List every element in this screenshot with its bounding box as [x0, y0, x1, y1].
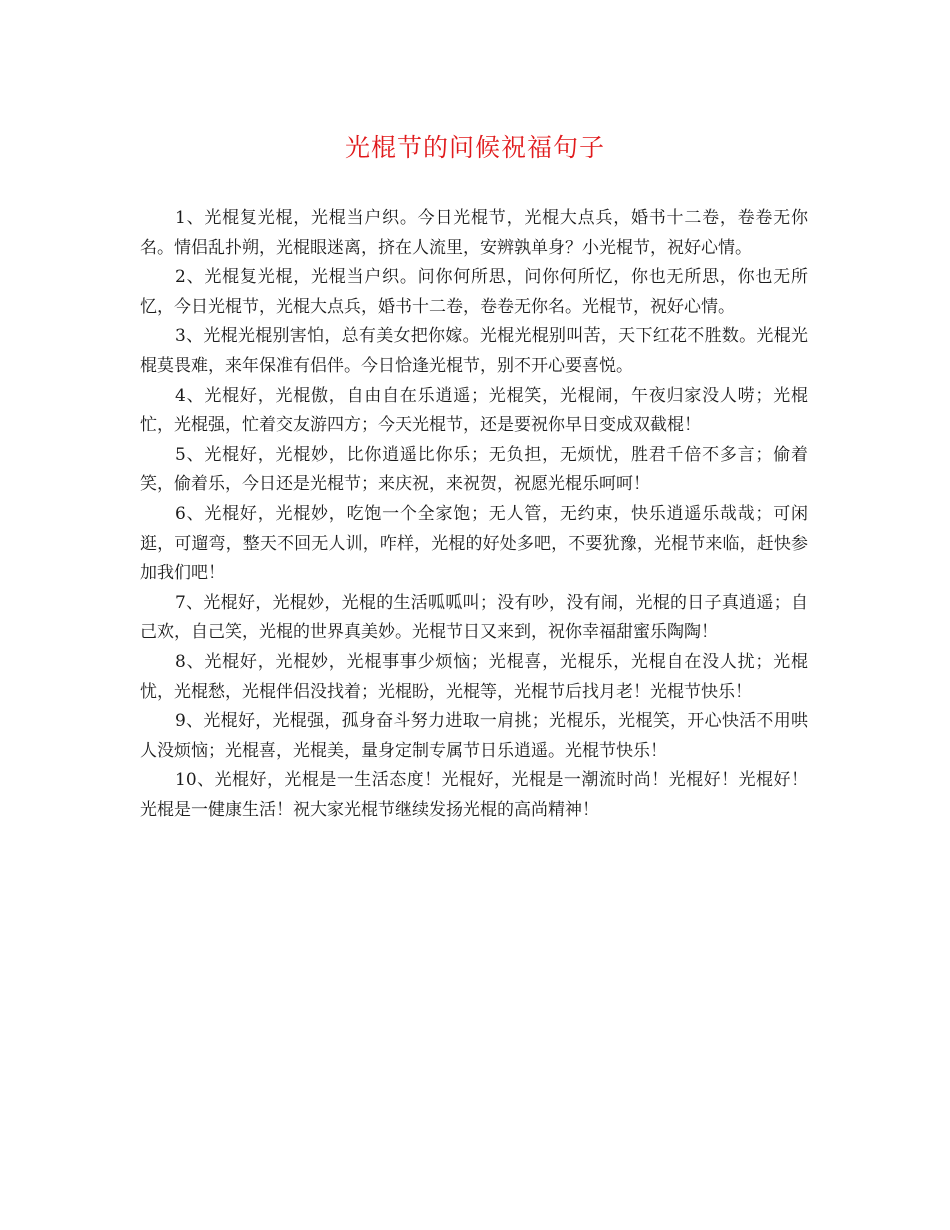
document-body	[140, 204, 808, 825]
paragraph-2: 2、光棍复光棍，光棍当户织。问你何所思，问你何所忆，你也无所思，你也无所忆，今日光棍节，光棍大点兵，婚书十二卷，卷卷无你名。光棍节，祝好心情。	[140, 267, 808, 317]
paragraph-10: 10、光棍好，光棍是一生活态度！光棍好，光棍是一潮流时尚！光棍好！光棍好！光棍是一健康生活！祝大家光棍节继续发扬光棍的高尚精神！	[140, 770, 808, 820]
paragraph-6: 6、光棍好，光棍妙，吃饱一个全家饱；无人管，无约束，快乐逍遥乐哉哉；可闲逛，可遛弯，整天不回无人训，咋样，光棍的好处多吧，不要犹豫，光棍节来临，赶快参加我们吧！	[140, 503, 808, 584]
paragraph-3: 3、光棍光棍别害怕，总有美女把你嫁。光棍光棍别叫苦，天下红花不胜数。光棍光棍莫畏难，来年保准有侣伴。今日恰逢光棍节，别不开心要喜悦。	[140, 326, 808, 376]
paragraph-4: 4、光棍好，光棍傲，自由自在乐逍遥；光棍笑，光棍闹，午夜归家没人唠；光棍忙，光棍强，忙着交友游四方；今天光棍节，还是要祝你早日变成双截棍！	[140, 385, 808, 436]
paragraph-5: 5、光棍好，光棍妙，比你逍遥比你乐；无负担，无烦忧，胜君千倍不多言；偷着笑，偷着乐，今日还是光棍节；来庆祝，来祝贺，祝愿光棍乐呵呵！	[140, 444, 808, 495]
page-title: 光棍节的问候祝福句子	[344, 133, 605, 162]
paragraph-9: 9、光棍好，光棍强，孤身奋斗努力进取一肩挑；光棍乐，光棍笑，开心快活不用哄人没烦恼；光棍喜，光棍美，量身定制专属节日乐逍遥。光棍节快乐！	[140, 711, 808, 761]
paragraph-1: 1、光棍复光棍，光棍当户织。今日光棍节，光棍大点兵，婚书十二卷，卷卷无你名。情侣乱扑朔，光棍眼迷离，挤在人流里，安辨孰单身？小光棍节，祝好心情。	[140, 208, 808, 258]
paragraph-7: 7、光棍好，光棍妙，光棍的生活呱呱叫；没有吵，没有闹，光棍的日子真逍遥；自己欢，自己笑，光棍的世界真美妙。光棍节日又来到，祝你幸福甜蜜乐陶陶！	[140, 592, 808, 643]
paragraph-8: 8、光棍好，光棍妙，光棍事事少烦恼；光棍喜，光棍乐，光棍自在没人扰；光棍忧，光棍愁，光棍伴侣没找着；光棍盼，光棍等，光棍节后找月老！光棍节快乐！	[140, 651, 808, 702]
